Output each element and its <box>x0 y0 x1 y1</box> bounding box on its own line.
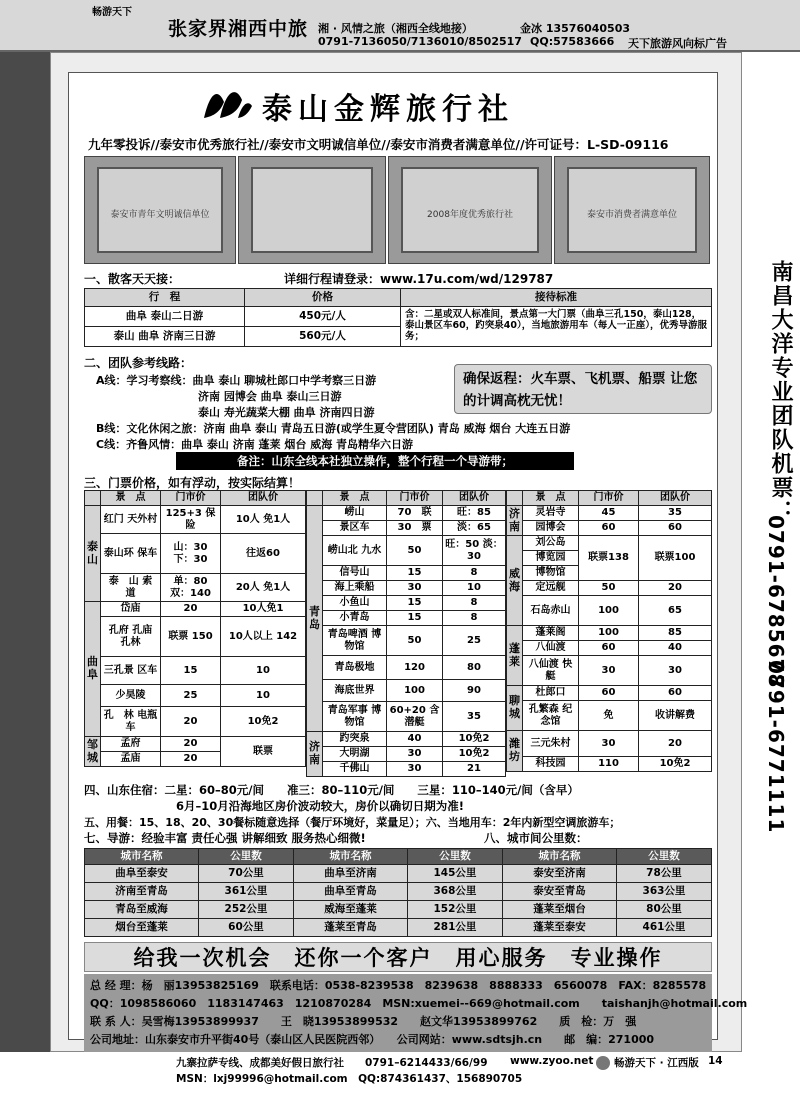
contact-block <box>84 974 748 1054</box>
contact-line-qq: QQ：1098586060 1183147463 1210870284 MSN:xuemei--669@hotmail.com taishanjh@hotmail.com <box>90 997 748 1010</box>
certificate-photo-2 <box>238 156 386 264</box>
reception-standard: 含：二星或双人标准间，景点第一大门票（曲阜三孔150，泰山128，泰山景区车60，趵突泉40），当地旅游用车（每人一正座），优秀导游服务； <box>401 307 712 347</box>
section3-title: 三、门票价格，如有浮动，按实际结算！ <box>84 476 301 490</box>
table-row: 青岛至威海 252公里 威海至蓬莱 152公里 蓬莱至烟台 80公里 <box>85 901 712 919</box>
route-a: A线：学习考察线：曲阜 泰山 聊城杜郎口中学考察三日游 <box>96 374 377 387</box>
left-margin <box>0 52 50 1100</box>
footer-site: www.zyoo.net <box>510 1055 594 1067</box>
company-logo-icon <box>200 82 254 122</box>
col-route: 行 程 <box>85 289 245 307</box>
side-ad-title: 南昌大洋专业团队机票： <box>768 260 793 524</box>
col-price: 价格 <box>245 289 401 307</box>
route-c: C线：齐鲁风情：曲阜 泰山 济南 蓬莱 烟台 威海 青岛精华六日游 <box>96 438 414 451</box>
footer-line1: 九寨拉萨专线、成都美好假日旅行社 0791–6214433/66/99 <box>176 1057 488 1069</box>
page-number: 14 <box>708 1055 723 1067</box>
table-row: 烟台至蓬莱 60公里 蓬莱至青岛 281公里 蓬莱至泰安 461公里 <box>85 919 712 937</box>
route-a2: 济南 园博会 曲阜 泰山三日游 <box>198 390 342 403</box>
section7-guides: 七、导游：经验丰富 责任心强 讲解细致 服务热心细微! <box>84 831 366 845</box>
header-ad-label: 天下旅游风向标广告 <box>628 37 727 50</box>
header-tagline: 湘 · 风情之旅（湘西全线地接） <box>318 22 473 35</box>
header-left-tag: 畅游天下 <box>92 7 132 18</box>
tickets-table-middle: 景 点 门市价 团队价 青岛 崂山 70 联 旺：85 景区车 30 票 淡：65 崂山北 九水 50 旺：50 淡：30 信号山 15 8 海上乘船 30 10 小鱼山 15 8 小青岛 15 8 青岛啤酒 博物馆 50 25 青岛极地 120 80 海底世界 100 90 青岛军事 博物馆 60+20 含潜艇 35 济南 趵突泉 40 10免2 大明湖 30 10免2 千佛山 30 21 <box>306 490 506 777</box>
header-qq: QQ:57583666 <box>530 35 615 48</box>
contact-line-address: 公司地址：山东泰安市升平街40号（泰山区人民医院西邻） 公司网站：www.sdtsjh.cn 邮 编：271000 <box>90 1033 655 1046</box>
section4-note: 6月–10月沿海地区房价波动较大，房价以确切日期为准! <box>176 799 464 813</box>
distance-table: 城市名称 公里数 城市名称 公里数 城市名称 公里数 曲阜至泰安 70公里 曲阜至济南 145公里 泰安至济南 78公里 济南至青岛 361公里 曲阜至青岛 368公里 泰安至青岛 363公里 青岛至威海 252公里 威海至蓬莱 152公里 蓬莱至烟台 80公里 烟台至蓬莱 60公里 蓬莱至青岛 281公里 蓬莱至泰安 461公里 <box>84 848 712 937</box>
certifications-line: 九年零投诉//泰安市优秀旅行社//泰安市文明诚信单位//泰安市消费者满意单位//许可证号：L-SD-09116 <box>88 137 669 152</box>
section2-title: 二、团队参考线路： <box>84 356 193 370</box>
route-b: B线：文化休闲之旅：济南 曲阜 泰山 青岛五日游(或学生夏令营团队) 青岛 威海 烟台 大连五日游 <box>96 422 571 435</box>
footer-edition: 畅游天下 · 江西版 <box>614 1057 699 1069</box>
tickets-table-left: 景 点 门市价 团队价 泰山 红门 天外村 125+3 保 险 10人 免1人 泰山环 保车 山：30 下：30 往返60 泰 山 索 道 单：80 双：140 20人 免1人 曲阜 岱庙 20 10人免1 孔府 孔庙 孔林 联票 150 10人以上 142 三孔景 区车 15 10 少昊陵 25 10 孔 林 电瓶车 20 10免2 邹城 孟府 20 联票 孟庙 20 <box>84 490 306 767</box>
contact-line-persons: 联 系 人：吴雪梅13953899937 王 晓13953899532 赵文华13953899762 质 检：万 强 <box>90 1015 637 1028</box>
table-row: 济南至青岛 361公里 曲阜至青岛 368公里 泰安至青岛 363公里 <box>85 883 712 901</box>
certificate-photo-3: 2008年度优秀旅行社 <box>388 156 552 264</box>
header-phones: 0791-7136050/7136010/8502517 <box>318 35 522 48</box>
page-footer <box>0 1052 800 1100</box>
brand-badge-icon <box>596 1056 610 1070</box>
side-ad-phone1: 0791-6785678 <box>764 515 788 689</box>
contact-line-manager: 总 经 理：杨 丽13953825169 联系电话：0538-8239538 8239638 8888333 6560078 FAX：8285578 <box>90 979 707 992</box>
return-guarantee-banner: 确保返程：火车票、飞机票、船票 让您的计调高枕无忧！ <box>454 364 712 414</box>
table-row: 曲阜至泰安 70公里 曲阜至济南 145公里 泰安至济南 78公里 <box>85 865 712 883</box>
certificate-photo-4: 泰安市消费者满意单位 <box>554 156 710 264</box>
header-brand: 张家界湘西中旅 <box>168 18 309 40</box>
company-name: 泰山金辉旅行社 <box>262 92 514 127</box>
section1-detail-link: 详细行程请登录：www.17u.com/wd/129787 <box>284 272 554 286</box>
route-a3: 泰山 寿光蔬菜大棚 曲阜 济南四日游 <box>198 406 375 419</box>
itinerary-note: 备注：山东全线本社独立操作，整个行程一个导游带； <box>176 452 574 470</box>
certificate-photo-1: 泰安市青年文明诚信单位 <box>84 156 236 264</box>
daily-tours-table <box>84 288 712 347</box>
table-row: 曲阜 泰山二日游 450元/人 含：二星或双人标准间，景点第一大门票（曲阜三孔150，泰山128，泰山景区车60，趵突泉40），当地旅游用车（每人一正座），优秀导游服务； <box>85 307 712 327</box>
tickets-table-right: 景 点 门市价 团队价 济南 灵岩寺 45 35 园博会 60 60 威海 刘公岛 联票138 联票100 博览园 博物馆 定远舰 50 20 石岛赤山 100 65 蓬莱 蓬莱阁 100 85 八仙渡 60 40 八仙渡 快艇 30 30 聊城 杜郎口 60 60 孔繁森 纪念馆 免 收讲解费 潍坊 三元朱村 30 20 科技园 110 10免2 <box>506 490 712 772</box>
footer-line2: MSN：lxj99996@hotmail.com QQ:874361437、156890705 <box>176 1073 523 1085</box>
section5-meals: 五、用餐：15、18、20、30餐标随意选择（餐厅环境好，菜量足）；六、当地用车：2年内新型空调旅游车； <box>84 816 621 829</box>
section1-title: 一、散客天天接： <box>84 272 181 286</box>
section4-lodging: 四、山东住宿：二星：60–80元/间 准三：80–110元/间 三星：110–140元/间（含早） <box>84 783 579 797</box>
header-contact: 金冰 13576040503 <box>520 22 631 35</box>
slogan-banner: 给我一次机会 还你一个客户 用心服务 专业操作 <box>84 942 712 972</box>
section8-title: 八、城市间公里数： <box>484 831 588 845</box>
page-header <box>0 0 800 52</box>
col-standard: 接待标准 <box>401 289 712 307</box>
side-ad-phone2: 0791-6771111 <box>764 660 788 834</box>
table-row: 泰山 曲阜 济南三日游 560元/人 <box>85 327 712 347</box>
